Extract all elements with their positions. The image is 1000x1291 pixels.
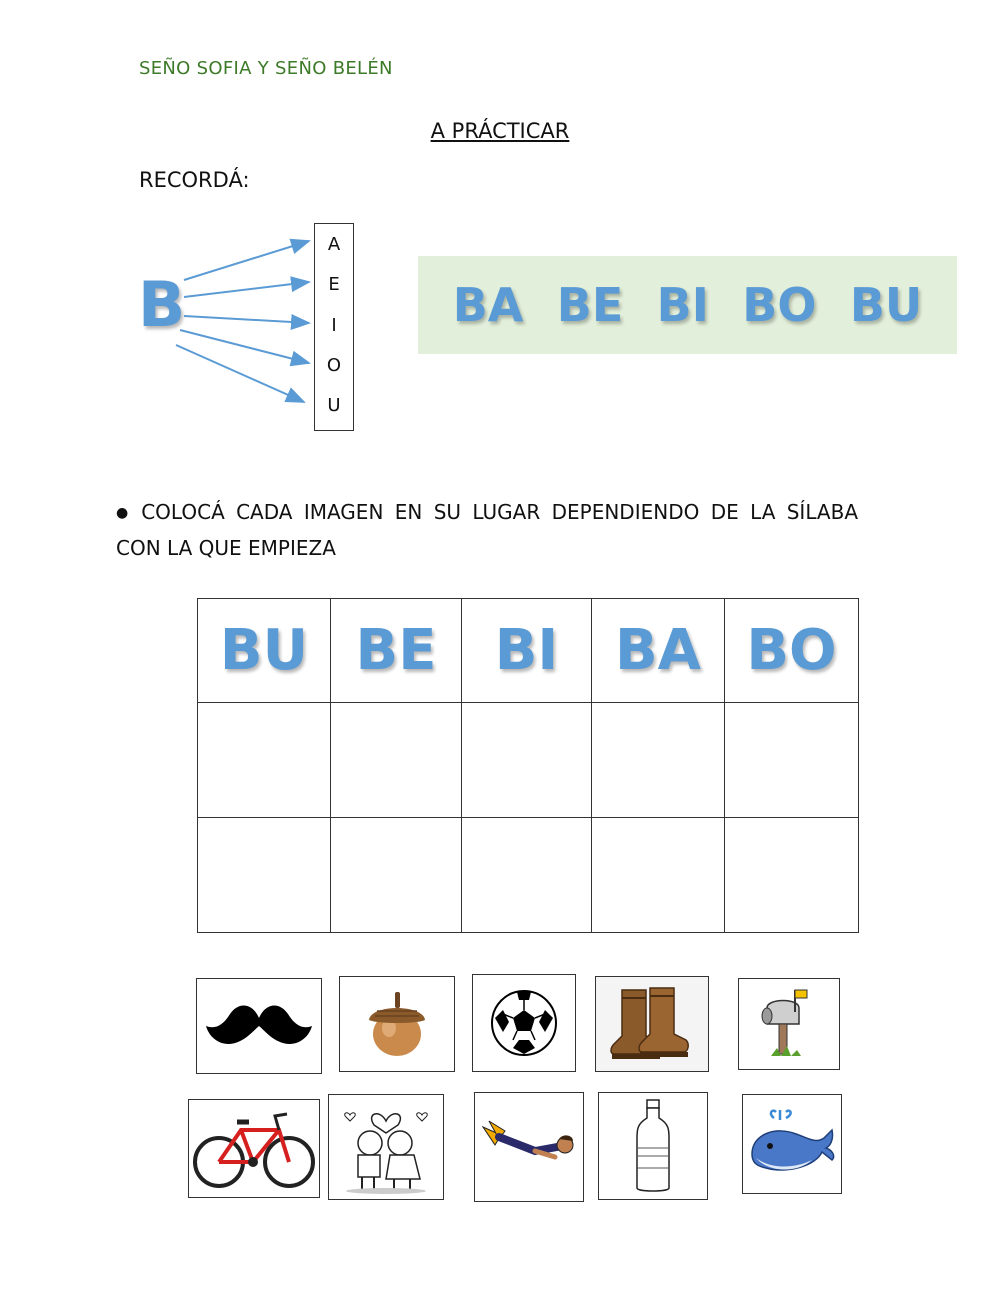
sorting-table bbox=[197, 598, 859, 933]
boots-icon bbox=[606, 984, 698, 1064]
drop-zone-ba-2[interactable] bbox=[592, 818, 725, 933]
diagram-arrows bbox=[170, 230, 315, 410]
card-acorn[interactable] bbox=[339, 976, 455, 1072]
drop-zone-be-1[interactable] bbox=[331, 703, 462, 818]
drop-zone-bi-1[interactable] bbox=[462, 703, 592, 818]
instruction bbox=[116, 495, 858, 566]
card-bottle[interactable] bbox=[598, 1092, 708, 1200]
kissing-children-icon bbox=[336, 1099, 436, 1195]
vowel-a: A bbox=[327, 234, 341, 255]
vowel-box bbox=[314, 223, 354, 431]
drop-zone-bu-1[interactable] bbox=[198, 703, 331, 818]
arrow-o bbox=[180, 330, 309, 363]
card-soccer-ball[interactable] bbox=[472, 974, 576, 1072]
drop-zone-be-2[interactable] bbox=[331, 818, 462, 933]
card-boots[interactable] bbox=[595, 976, 709, 1072]
header-bo: BO bbox=[746, 618, 837, 683]
vowel-i: I bbox=[331, 315, 337, 336]
arrow-e bbox=[184, 282, 309, 297]
instruction-text: COLOCÁ CADA IMAGEN EN SU LUGAR DEPENDIENDO DE LA SÍLABA CON LA QUE EMPIEZA bbox=[116, 500, 859, 560]
card-mailbox[interactable] bbox=[738, 978, 840, 1070]
header-cell-bo bbox=[725, 599, 859, 703]
table-row bbox=[198, 703, 859, 818]
header-bu: BU bbox=[219, 618, 309, 683]
header-ba: BA bbox=[614, 618, 702, 683]
syllable-bi: BI bbox=[656, 278, 709, 332]
syllable-bo: BO bbox=[742, 278, 817, 332]
bottle-icon bbox=[633, 1098, 673, 1194]
vowel-o: O bbox=[326, 355, 342, 376]
bullet-icon: ● bbox=[116, 505, 134, 521]
arrow-a bbox=[184, 241, 309, 280]
card-diver[interactable] bbox=[474, 1092, 584, 1202]
header-cell-ba bbox=[592, 599, 725, 703]
card-whale[interactable] bbox=[742, 1094, 842, 1194]
drop-zone-bo-2[interactable] bbox=[725, 818, 859, 933]
header-cell-be bbox=[331, 599, 462, 703]
vowel-e: E bbox=[328, 274, 340, 295]
syllable-ba: BA bbox=[452, 278, 524, 332]
page-title: A PRÁCTICAR bbox=[430, 119, 570, 143]
vowel-u: U bbox=[327, 395, 341, 416]
whale-icon bbox=[746, 1104, 838, 1184]
mustache-icon bbox=[204, 996, 314, 1056]
reminder-label: RECORDÁ: bbox=[139, 168, 250, 192]
drop-zone-bo-1[interactable] bbox=[725, 703, 859, 818]
header-bi: BI bbox=[494, 618, 559, 683]
bicycle-icon bbox=[191, 1106, 317, 1192]
diver-icon bbox=[479, 1117, 579, 1177]
header-be: BE bbox=[355, 618, 437, 683]
table-header-row bbox=[198, 599, 859, 703]
header-cell-bi bbox=[462, 599, 592, 703]
card-bicycle[interactable] bbox=[188, 1099, 320, 1198]
header-cell-bu bbox=[198, 599, 331, 703]
syllable-be: BE bbox=[556, 278, 624, 332]
soccer-ball-icon bbox=[489, 988, 559, 1058]
consonant-letter: B bbox=[138, 268, 186, 341]
syllables-banner bbox=[418, 256, 957, 354]
syllable-bu: BU bbox=[849, 278, 923, 332]
drop-zone-bi-2[interactable] bbox=[462, 818, 592, 933]
table-row bbox=[198, 818, 859, 933]
acorn-icon bbox=[357, 984, 437, 1064]
drop-zone-ba-1[interactable] bbox=[592, 703, 725, 818]
card-mustache[interactable] bbox=[196, 978, 322, 1074]
arrow-i bbox=[184, 316, 309, 323]
card-kissing-children[interactable] bbox=[328, 1094, 444, 1200]
teachers-heading: SEÑO SOFIA Y SEÑO BELÉN bbox=[139, 58, 393, 79]
mailbox-icon bbox=[759, 984, 819, 1064]
drop-zone-bu-2[interactable] bbox=[198, 818, 331, 933]
arrow-u bbox=[176, 345, 304, 402]
